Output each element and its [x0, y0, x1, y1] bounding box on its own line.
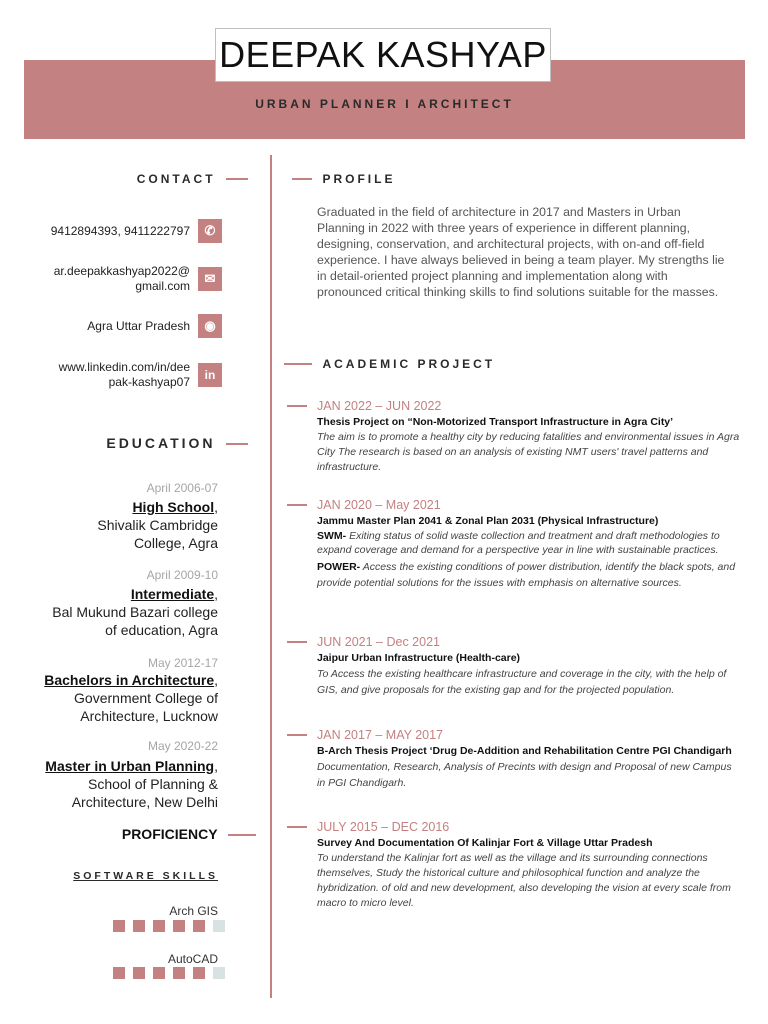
- skill-square-filled: [113, 967, 125, 979]
- skill-square-filled: [153, 920, 165, 932]
- job-title: URBAN PLANNER I ARCHITECT: [255, 97, 514, 111]
- power-description: Access the existing conditions of power distribution, identify the black spots, and provide potential solutions for the issues with emphasis on alternative sources.: [317, 561, 736, 589]
- project-item: [317, 634, 742, 698]
- contact-location: Agra Uttar Pradesh: [87, 319, 190, 333]
- project-date: JAN 2017 – MAY 2017: [317, 728, 444, 742]
- skill-square-filled: [173, 967, 185, 979]
- skill-square-filled: [193, 920, 205, 932]
- education-date: April 2009-10: [146, 568, 218, 582]
- skill-square-empty: [213, 920, 225, 932]
- contact-section-heading: [60, 170, 248, 188]
- software-skills-heading: SOFTWARE SKILLS: [73, 870, 218, 882]
- profile-text: Graduated in the field of architecture in 2017 and Masters in Urban Planning in 2022 with three years of experience in different planning, designing, conservation, and architectural projects, with on-and off-field experience. I have always believed in being a team player. My strengths lie in detail-oriented project planning and implementation along with pronounced critical thinking skills to find solutions suitable for the masses.: [317, 205, 725, 299]
- project-item: [317, 398, 742, 475]
- education-degree: Intermediate: [130, 586, 215, 602]
- project-power-text: [317, 559, 742, 591]
- heading-dash: [226, 178, 248, 180]
- academic-heading: ACADEMIC PROJECT: [322, 357, 496, 371]
- skill-square-empty: [213, 967, 225, 979]
- skill-name: AutoCAD: [167, 952, 218, 966]
- contact-phone: 9412894393, 9411222797: [50, 224, 190, 238]
- project-dash: [287, 734, 307, 736]
- skill-square-filled: [133, 920, 145, 932]
- email-line-2: gmail.com: [135, 279, 190, 293]
- heading-dash: [284, 363, 312, 365]
- skill-square-filled: [133, 967, 145, 979]
- project-title: Jaipur Urban Infrastructure (Health-care): [317, 652, 521, 664]
- contact-email: [30, 264, 190, 294]
- education-entry: Master in Urban Planning, School of Planning & Architecture, New Delhi: [24, 757, 218, 811]
- education-entry: High School, Shivalik Cambridge College, Agra: [24, 498, 218, 552]
- project-title: Survey And Documentation Of Kalinjar Fort & Village Uttar Pradesh: [317, 837, 653, 849]
- education-degree: High School: [132, 499, 215, 515]
- project-item: [317, 727, 742, 791]
- education-entry: Intermediate, Bal Mukund Bazari college of education, Agra: [24, 585, 218, 639]
- skill-name: Arch GIS: [169, 904, 218, 918]
- project-date: JUN 2021 – Dec 2021: [317, 635, 440, 649]
- education-entry: Bachelors in Architecture, Government College of Architecture, Lucknow: [24, 671, 218, 725]
- skill-square-filled: [173, 920, 185, 932]
- skill-square-filled: [193, 967, 205, 979]
- heading-dash: [226, 443, 248, 445]
- education-institution-line2: College, Agra: [133, 535, 218, 551]
- project-title: Jammu Master Plan 2041 & Zonal Plan 2031 (Physical Infrastructure): [317, 515, 659, 527]
- project-swm-text: [317, 529, 742, 557]
- proficiency-heading: PROFICIENCY: [121, 826, 218, 842]
- education-degree: Master in Urban Planning: [45, 758, 215, 774]
- education-institution-line2: of education, Agra: [105, 622, 218, 638]
- project-item: [317, 819, 742, 911]
- heading-dash: [292, 178, 312, 180]
- education-institution-line1: Bal Mukund Bazari college: [52, 604, 218, 620]
- project-date: JAN 2022 – JUN 2022: [317, 399, 442, 413]
- swm-label: SWM-: [317, 530, 347, 542]
- education-institution-line1: Shivalik Cambridge: [97, 517, 218, 533]
- contact-linkedin: [30, 360, 190, 390]
- skill-square-filled: [153, 967, 165, 979]
- project-item: [317, 497, 742, 591]
- project-description: The aim is to promote a healthy city by reducing fatalities and environmental issues in Agra City The research is based on an analysis of existing NMT users' travel patterns and infrastructure.: [317, 431, 740, 473]
- linkedin-icon: in: [198, 363, 222, 387]
- email-line-1: ar.deepakkashyap2022@: [53, 264, 190, 278]
- proficiency-section-heading: [60, 826, 256, 844]
- project-dash: [287, 641, 307, 643]
- project-title: Thesis Project on “Non-Motorized Transport Infrastructure in Agra City’: [317, 416, 674, 428]
- project-date: JAN 2020 – May 2021: [317, 498, 441, 512]
- project-description: To Access the existing healthcare infrastructure and coverage in the city, with the help of GIS, and give proposals for the existing gap and for the projected population.: [317, 668, 727, 696]
- profile-section-heading: [292, 170, 395, 188]
- phone-icon: ✆: [198, 219, 222, 243]
- education-institution-line2: Architecture, New Delhi: [71, 794, 218, 810]
- swm-description: Exiting status of solid waste collection and treatment and draft methodologies to expand coverage and demand for a perspective year in line with sustainable practices.: [317, 530, 720, 556]
- project-description: Documentation, Research, Analysis of Precints with design and Proposal of new Campus in PGI Chandigarh.: [317, 761, 732, 789]
- education-institution-line1: School of Planning &: [88, 776, 218, 792]
- power-label: POWER-: [317, 561, 361, 573]
- profile-heading: PROFILE: [322, 172, 396, 186]
- column-divider: [270, 155, 272, 998]
- project-title: B-Arch Thesis Project ‘Drug De-Addition and Rehabilitation Centre PGI Chandigarh: [317, 745, 732, 757]
- heading-dash: [228, 834, 256, 836]
- location-pin-icon: ◉: [198, 314, 222, 338]
- mail-icon: ✉: [198, 267, 222, 291]
- contact-heading: CONTACT: [136, 172, 216, 186]
- project-date: JULY 2015 – DEC 2016: [317, 820, 450, 834]
- education-institution-line1: Government College of: [74, 690, 218, 706]
- education-section-heading: [60, 435, 248, 453]
- skill-square-filled: [113, 920, 125, 932]
- education-date: April 2006-07: [146, 481, 218, 495]
- project-dash: [287, 504, 307, 506]
- project-dash: [287, 405, 307, 407]
- linkedin-line-1: www.linkedin.com/in/dee: [58, 360, 190, 374]
- project-dash: [287, 826, 307, 828]
- education-heading: EDUCATION: [106, 435, 216, 451]
- candidate-name: DEEPAK KASHYAP: [215, 28, 551, 82]
- academic-section-heading: [284, 355, 495, 373]
- linkedin-line-2: pak-kashyap07: [108, 375, 190, 389]
- project-description: To understand the Kalinjar fort as well as the village and its surrounding connections themselves, Study the historical culture and philosophical function and analyze the hybridization. of old and new development, also developing the vision at every scale from macro to micro level.: [317, 852, 731, 909]
- education-degree: Bachelors in Architecture: [44, 672, 215, 688]
- education-institution-line2: Architecture, Lucknow: [80, 708, 218, 724]
- education-date: May 2020-22: [147, 739, 218, 753]
- education-date: May 2012-17: [147, 656, 218, 670]
